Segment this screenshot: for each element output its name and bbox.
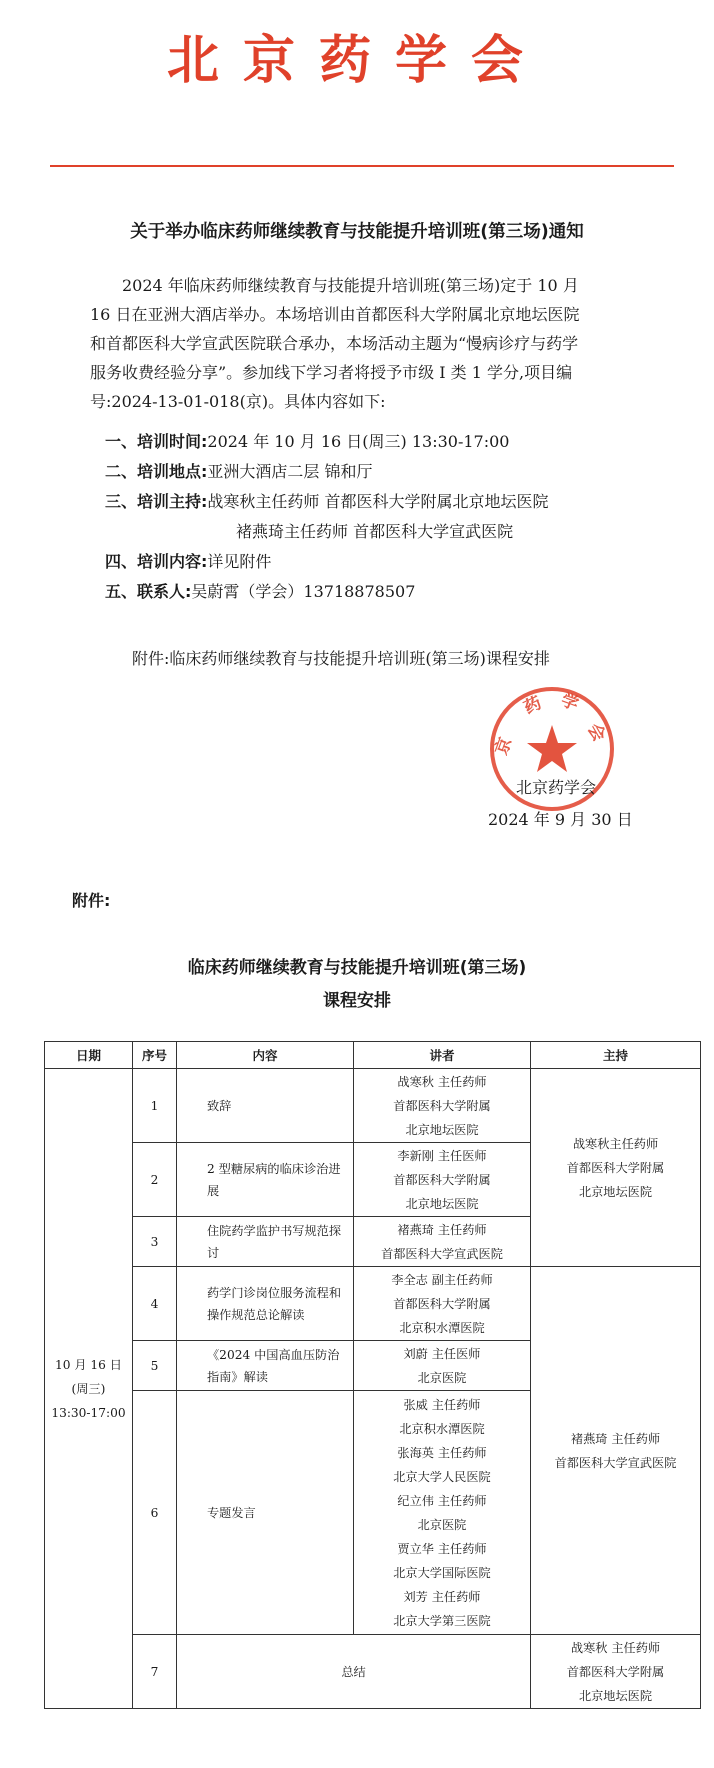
signature-date: 2024 年 9 月 30 日 bbox=[488, 810, 633, 829]
row-content: 致辞 bbox=[177, 1069, 354, 1143]
host-line: 首都医科大学附属 bbox=[566, 1664, 665, 1679]
row-number: 5 bbox=[133, 1341, 177, 1391]
row-content: 总结 bbox=[177, 1635, 531, 1709]
header-speaker: 讲者 bbox=[354, 1042, 531, 1069]
host-cell bbox=[531, 1635, 701, 1709]
table-row bbox=[45, 1069, 701, 1143]
host-cell bbox=[531, 1069, 701, 1267]
host-line: 首都医科大学宣武医院 bbox=[554, 1455, 677, 1470]
host-line: 战寒秋主任药师 bbox=[572, 1136, 659, 1151]
letterhead-divider bbox=[50, 165, 674, 167]
speaker-line: 李全志 副主任药师 bbox=[391, 1272, 493, 1287]
item-label: 二、培训地点: bbox=[105, 462, 208, 481]
speaker-line: 首都医科大学附属 bbox=[393, 1172, 491, 1187]
speaker-line: 刘芳 主任药师 bbox=[403, 1589, 481, 1604]
item-label: 三、培训主持: bbox=[105, 492, 208, 511]
speaker-line: 北京医院 bbox=[417, 1370, 467, 1385]
row-content: 住院药学监护书写规范探讨 bbox=[177, 1217, 354, 1267]
row-content: 2 型糖尿病的临床诊治进展 bbox=[177, 1143, 354, 1217]
item-contact bbox=[105, 577, 705, 607]
notice-items bbox=[105, 427, 705, 607]
date-cell bbox=[45, 1069, 133, 1709]
speaker-line: 北京大学人民医院 bbox=[393, 1469, 491, 1484]
header-host: 主持 bbox=[531, 1042, 701, 1069]
item-label: 五、联系人: bbox=[105, 582, 192, 601]
svg-text:京: 京 bbox=[491, 734, 517, 758]
item-value: 亚洲大酒店二层 锦和厅 bbox=[207, 462, 373, 481]
host-line: 北京地坛医院 bbox=[578, 1184, 653, 1199]
speaker-line: 北京积水潭医院 bbox=[399, 1421, 485, 1436]
row-content: 专题发言 bbox=[177, 1391, 354, 1635]
speaker-line: 北京积水潭医院 bbox=[399, 1320, 485, 1335]
row-number: 2 bbox=[133, 1143, 177, 1217]
signature-org: 北京药学会 bbox=[516, 778, 597, 797]
row-number: 6 bbox=[133, 1391, 177, 1635]
speaker-line: 纪立伟 主任药师 bbox=[397, 1493, 487, 1508]
row-speaker bbox=[354, 1217, 531, 1267]
item-label: 一、培训时间: bbox=[105, 432, 208, 451]
speaker-line: 首都医科大学附属 bbox=[393, 1296, 491, 1311]
speaker-line: 北京大学第三医院 bbox=[393, 1613, 491, 1628]
date-line: 10 月 16 日 bbox=[54, 1357, 122, 1372]
row-number: 1 bbox=[133, 1069, 177, 1143]
svg-text:会: 会 bbox=[583, 720, 610, 746]
attachment-heading: 附件: bbox=[72, 891, 111, 910]
speaker-line: 北京地坛医院 bbox=[405, 1122, 479, 1137]
body-line: 16 日在亚洲大酒店举办。本场培训由首都医科大学附属北京地坛医院 bbox=[90, 305, 580, 324]
item-value: 褚燕琦主任药师 首都医科大学宣武医院 bbox=[236, 522, 514, 541]
speaker-line: 刘蔚 主任医师 bbox=[403, 1346, 481, 1361]
attachment-reference: 附件:临床药师继续教育与技能提升培训班(第三场)课程安排 bbox=[132, 649, 550, 668]
speaker-line: 张威 主任药师 bbox=[403, 1397, 481, 1412]
svg-text:药: 药 bbox=[520, 693, 545, 719]
speaker-line: 贾立华 主任药师 bbox=[397, 1541, 487, 1556]
body-line: 服务收费经验分享”。参加线下学习者将授予市级 I 类 1 学分,项目编 bbox=[90, 363, 573, 382]
speaker-line: 褚燕琦 主任药师 bbox=[397, 1222, 487, 1237]
row-number: 7 bbox=[133, 1635, 177, 1709]
header-content: 内容 bbox=[177, 1042, 354, 1069]
schedule-subtitle: 课程安排 bbox=[323, 991, 391, 1011]
notice-body bbox=[90, 271, 660, 416]
table-row bbox=[45, 1635, 701, 1709]
item-venue bbox=[105, 457, 705, 487]
svg-text:学: 学 bbox=[558, 690, 582, 715]
row-speaker bbox=[354, 1341, 531, 1391]
item-value: 2024 年 10 月 16 日(周三) 13:30-17:00 bbox=[207, 432, 510, 451]
speaker-line: 首都医科大学附属 bbox=[393, 1098, 491, 1113]
speaker-line: 北京医院 bbox=[417, 1517, 467, 1532]
schedule-title: 临床药师继续教育与技能提升培训班(第三场) bbox=[187, 958, 527, 978]
row-content: 《2024 中国高血压防治指南》解读 bbox=[177, 1341, 354, 1391]
row-number: 4 bbox=[133, 1267, 177, 1341]
date-line: 13:30-17:00 bbox=[51, 1405, 126, 1420]
org-letterhead-title: 北京药学会 bbox=[166, 31, 547, 91]
item-host bbox=[105, 487, 705, 517]
item-host-continued bbox=[105, 517, 705, 547]
speaker-line: 首都医科大学宣武医院 bbox=[381, 1246, 503, 1261]
speaker-line: 战寒秋 主任药师 bbox=[397, 1074, 487, 1089]
row-speaker bbox=[354, 1391, 531, 1635]
speaker-line: 李新刚 主任医师 bbox=[397, 1148, 487, 1163]
item-value: 详见附件 bbox=[207, 552, 272, 571]
speaker-line: 北京地坛医院 bbox=[405, 1196, 479, 1211]
row-number: 3 bbox=[133, 1217, 177, 1267]
row-content: 药学门诊岗位服务流程和操作规范总论解读 bbox=[177, 1267, 354, 1341]
speaker-line: 北京大学国际医院 bbox=[393, 1565, 491, 1580]
table-row bbox=[45, 1267, 701, 1341]
host-line: 褚燕琦 主任药师 bbox=[570, 1431, 661, 1446]
speaker-line: 张海英 主任药师 bbox=[397, 1445, 487, 1460]
item-value: 战寒秋主任药师 首都医科大学附属北京地坛医院 bbox=[207, 492, 549, 511]
row-speaker bbox=[354, 1069, 531, 1143]
notice-title: 关于举办临床药师继续教育与技能提升培训班(第三场)通知 bbox=[130, 222, 584, 242]
body-line: 号:2024-13-01-018(京)。具体内容如下: bbox=[90, 392, 386, 411]
body-line: 和首都医科大学宣武医院联合承办，本场活动主题为“慢病诊疗与药学 bbox=[90, 334, 579, 353]
table-header-row bbox=[45, 1042, 701, 1069]
row-speaker bbox=[354, 1143, 531, 1217]
schedule-table bbox=[44, 1041, 701, 1709]
item-content bbox=[105, 547, 705, 577]
host-line: 首都医科大学附属 bbox=[566, 1160, 665, 1175]
item-label: 四、培训内容: bbox=[105, 552, 208, 571]
host-cell bbox=[531, 1267, 701, 1635]
date-line: (周三) bbox=[71, 1381, 106, 1396]
host-line: 北京地坛医院 bbox=[578, 1688, 653, 1703]
item-value: 吴蔚霄（学会）13718878507 bbox=[191, 582, 416, 601]
body-line: 2024 年临床药师继续教育与技能提升培训班(第三场)定于 10 月 bbox=[122, 276, 579, 295]
row-speaker bbox=[354, 1267, 531, 1341]
header-no: 序号 bbox=[133, 1042, 177, 1069]
host-line: 战寒秋 主任药师 bbox=[570, 1640, 661, 1655]
header-date: 日期 bbox=[45, 1042, 133, 1069]
item-time bbox=[105, 427, 705, 457]
